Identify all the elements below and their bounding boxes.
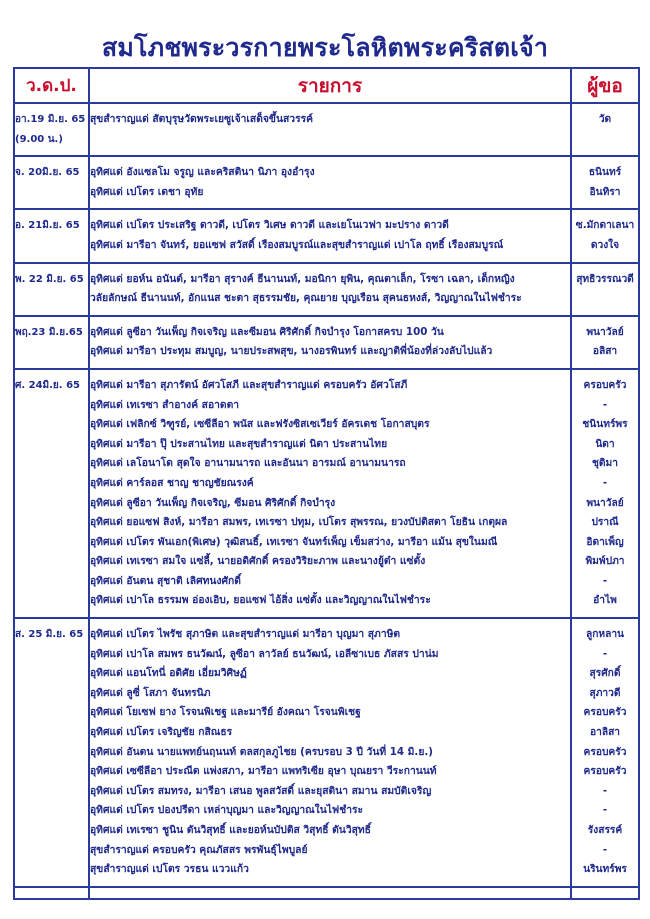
requester-cell-line: อิดาเพ็ญ xyxy=(586,536,624,548)
table-row xyxy=(14,209,639,262)
empty-cell xyxy=(89,887,571,899)
requester-cell xyxy=(571,316,639,369)
requester-cell xyxy=(571,103,639,156)
requester-cell-line: อินทิรา xyxy=(589,186,621,198)
intention-cell-line: อุทิศแด่ อังแซลโม จรูญ และคริสตินา นิภา อุงอำรุง xyxy=(90,166,315,179)
intention-cell-line: อุทิศแด่ มารีอา จันทร์, ยอแซฟ สวัสดิ์ เรืองสมบูรณ์และสุขสำราญแด่ เปาโล ฤทธิ์ เรืองสมบูรณ์ xyxy=(90,238,504,251)
requester-cell xyxy=(571,263,639,316)
intention-cell-line: อุทิศแด่ เลโอนาโด สุดใจ อานามนารถ และอันนา อารมณ์ อานามนารถ xyxy=(90,457,406,470)
requester-cell-line: - xyxy=(602,844,608,856)
requester-cell-line: - xyxy=(602,648,608,660)
intention-cell-line: อุทิศแด่ เทเรซา ชูนิน ตันวิสุทธิ์ และยอห์นบัปติส วิสุทธิ์ ตันวิสุทธิ์ xyxy=(90,824,371,836)
requester-cell-line: สุรศักดิ์ xyxy=(589,668,621,680)
requester-cell-line: ซ.มักดาเลนา xyxy=(575,220,635,232)
requester-cell-line: พิมพ์ปภา xyxy=(585,556,625,568)
intention-cell-line: อุทิศแด่ มารีอา ปุ๊ ประสานไทย และสุขสำราญแด่ นิดา ประสานไทย xyxy=(90,437,388,450)
date-cell xyxy=(14,618,89,887)
requester-cell-line: สุทธิวรรณวดี xyxy=(576,273,634,285)
intention-cell-line: อุทิศแด่ อันตน นายแพทย์นฤนนท์ ตลสกุลภูไชย (ครบรอบ 3 ปี วันที่ 14 มิ.ย.) xyxy=(90,745,433,758)
requester-cell-line: ลูกหลาน xyxy=(585,629,625,641)
table-header-row xyxy=(14,68,639,103)
date-cell-line: (9.00 น.) xyxy=(15,133,63,145)
requester-cell-line: ธนินทร์ xyxy=(588,167,622,179)
date-cell-line: ศ. 24มิ.ย. 65 xyxy=(15,379,80,391)
requester-cell-line: ชนินทร์พร xyxy=(582,419,628,431)
intention-cell xyxy=(89,263,571,316)
date-cell-line: ส. 25 มิ.ย. 65 xyxy=(15,629,84,641)
date-cell-line: พฤ.23 มิ.ย.65 xyxy=(15,326,83,338)
intention-cell-line: อุทิศแด่ เปโตร สมทรง, มารีอา เสนอ พูลสวัสดิ์ และยุสตินา สมาน สมบัติเจริญ xyxy=(90,784,432,797)
requester-cell-line: อาลิสา xyxy=(589,727,621,739)
intention-cell xyxy=(89,156,571,209)
intention-cell xyxy=(89,316,571,369)
requester-cell-line: ชุติมา xyxy=(592,458,618,470)
intention-cell xyxy=(89,209,571,262)
requester-cell-line: - xyxy=(602,805,608,817)
header-items: รายการ xyxy=(89,68,571,103)
intention-cell-line: อุทิศแด่ แอนโทนี่ อดิศัย เอี่ยมวิศิษฏ์ xyxy=(90,667,247,680)
date-cell-line: พ. 22 มิ.ย. 65 xyxy=(15,273,84,285)
requester-cell-line: พนาวัลย์ xyxy=(586,497,624,509)
intention-cell xyxy=(89,618,571,887)
intention-cell-line: อุทิศแด่ เปาโล สมพร ธนวัฒน์, ลูซีอา ลาวัลย์ ธนวัฒน์, เอลีซาเบธ ภัสสร ปาน่ม xyxy=(90,647,439,660)
requester-cell-line: ครอบครัว xyxy=(583,766,627,778)
table-row xyxy=(14,618,639,887)
table-row xyxy=(14,103,639,156)
empty-cell xyxy=(571,887,639,899)
date-cell xyxy=(14,316,89,369)
intention-cell-line: วลัยลักษณ์ ธีนานนท์, อักแนส ชะตา สุธรรมชัย, คุณยาย บุญเรือน สุคนธหงส์, วิญญาณในไฟชำระ xyxy=(90,292,522,305)
date-cell xyxy=(14,369,89,618)
requester-cell-line: สุภาวดี xyxy=(589,687,621,699)
empty-cell xyxy=(14,887,89,899)
requester-cell xyxy=(571,618,639,887)
requester-cell-line: - xyxy=(602,399,608,411)
page-title: สมโภชพระวรกายพระโลหิตพระคริสตเจ้า xyxy=(101,33,549,62)
date-cell-line: จ. 20มิ.ย. 65 xyxy=(15,167,80,179)
date-cell xyxy=(14,156,89,209)
intention-cell-line: อุทิศแด่ อันตน สุชาติ เลิศทนงศักดิ์ xyxy=(90,574,241,587)
date-cell-line: อ. 21มิ.ย. 65 xyxy=(15,220,80,232)
intention-cell-line: อุทิศแด่ มารีอา สุภารัตน์ อัศวโสภี และสุขสำราญแด่ ครอบครัว อัศวโสภี xyxy=(90,378,408,391)
intention-cell-line: อุทิศแด่ คาร์ลอส ชาญ ชาญชัยณรงค์ xyxy=(90,476,254,489)
requester-cell-line: นรินทร์พร xyxy=(583,864,627,876)
intention-cell xyxy=(89,369,571,618)
header-date: ว.ด.ป. xyxy=(14,68,89,103)
intention-cell-line: อุทิศแด่ โยเซฟ ยาง โรจนพิเชฐ และมารีย์ อังคณา โรจนพิเชฐ xyxy=(90,706,361,719)
intention-cell-line: อุทิศแด่ เซซีลีอา ประณีต แพ่งสภา, มารีอา แพทริเซีย อุษา บุณยรา วีระกานนท์ xyxy=(90,765,437,778)
intention-cell-line: อุทิศแด่ เปาโล ธรรมพ อ่องเอิบ, ยอแซฟ ไอ้สิ่ง แซ่ตั้ง และวิญญาณในไฟชำระ xyxy=(90,594,431,607)
table-row xyxy=(14,316,639,369)
intention-cell-line: อุทิศแด่ เปโตร เจริญชัย กสิณธร xyxy=(90,726,233,739)
intention-cell xyxy=(89,103,571,156)
table-row xyxy=(14,263,639,316)
date-cell xyxy=(14,209,89,262)
date-cell xyxy=(14,263,89,316)
intention-cell-line: อุทิศแด่ ยอห์น อนันต์, มารีอา สุรางค์ ธีนานนท์, มอนิกา ยุพิน, คุณตาเล็ก, โรซา เฉลา, เด็กหญิง xyxy=(90,272,515,285)
requester-cell-line: อำไพ xyxy=(593,595,617,607)
intention-cell-line: อุทิศแด่ ลูซีอา วันเพ็ญ กิจเจริญ, ซีมอน ศิริศักดิ์ กิจบำรุง xyxy=(90,496,336,509)
requester-cell-line: รังสรรค์ xyxy=(587,825,623,836)
intention-cell-line: อุทิศแด่ ลูซี่ โสภา จันทรนิภ xyxy=(90,686,211,699)
table-row xyxy=(14,156,639,209)
intention-cell-line: อุทิศแด่ ลูซีอา วันเพ็ญ กิจเจริญ และซีมอน ศิริศักดิ์ กิจบำรุง โอกาสครบ 100 วัน xyxy=(90,325,444,338)
requester-cell-line: ครอบครัว xyxy=(583,707,627,719)
intention-cell-line: อุทิศแด่ เปโตร ปองปรีดา เหล่าบุญมา และวิญญาณในไฟชำระ xyxy=(90,804,364,817)
requester-cell-line: ดวงใจ xyxy=(590,239,620,251)
requester-cell-line: พนาวัลย์ xyxy=(586,326,624,338)
table-row xyxy=(14,369,639,618)
intention-cell-line: สุขสำราญแด่ ครอบครัว คุณภัสสร พรพันธุ์ไพบูลย์ xyxy=(90,843,308,856)
requester-cell-line: นิดา xyxy=(595,438,615,450)
date-cell xyxy=(14,103,89,156)
requester-cell xyxy=(571,156,639,209)
requester-cell-line: - xyxy=(602,575,608,587)
date-cell-line: อา.19 มิ.ย. 65 xyxy=(15,114,86,125)
intention-cell-line: อุทิศแด่ ยอแซฟ สิงห์, มารีอา สมพร, เทเรซา ปทุม, เปโตร สุพรรณ, ยวงบัปติสตา โยธิน เกตุผล xyxy=(90,516,508,529)
intention-cell-line: อุทิศแด่ เทเรซา สมใจ แซ่ลี้, นายอดิศักดิ์ ครองวิริยะภาพ และนางยู้ต๋า แซ่ตั้ง xyxy=(90,555,426,568)
intention-cell-line: อุทิศแด่ เปโตร ประเสริฐ ดาวดี, เปโตร วิเศษ ดาวดี และเยโนเวฟา มะปราง ดาวดี xyxy=(90,219,449,232)
header-requester: ผู้ขอ xyxy=(571,68,639,103)
requester-cell-line: ครอบครัว xyxy=(583,379,627,391)
requester-cell-line: ปราณี xyxy=(591,517,619,529)
requester-cell-line: วัด xyxy=(598,114,612,125)
intention-table xyxy=(13,67,640,900)
intention-cell-line: สุขสำราญแด่ สัตบุรุษวัดพระเยซูเจ้าเสด็จขึ้นสวรรค์ xyxy=(90,113,314,125)
intention-cell-line: อุทิศแด่ เปโตร เดชา อุทัย xyxy=(90,185,204,198)
intention-cell-line: สุขสำราญแด่ เปโตร วรธน แววแก้ว xyxy=(90,863,249,876)
requester-cell xyxy=(571,369,639,618)
requester-cell-line: อลิสา xyxy=(592,346,618,358)
intention-cell-line: อุทิศแด่ เทเรซา สำอางค์ สอาดตา xyxy=(90,398,240,411)
requester-cell-line: - xyxy=(602,785,608,797)
intention-cell-line: อุทิศแด่ มารีอา ประทุม สมบูญ, นายประสพสุข, นางอรพินทร์ และญาติพี่น้องที่ล่วงลับไปแล้ว xyxy=(90,345,493,358)
intention-cell-line: อุทิศแด่ เปโตร พันเอก(พิเศษ) วุฒิสนธิ์, เทเรซา จันทร์เพ็ญ เข็มสว่าง, มารีอา แม้น สุขในมณี xyxy=(90,535,498,548)
empty-row xyxy=(14,887,639,899)
requester-cell-line: ครอบครัว xyxy=(583,746,627,758)
requester-cell-line: - xyxy=(602,477,608,489)
intention-cell-line: อุทิศแด่ เปโตร ไพรัช สุภาษิต และสุขสำราญแด่ มารีอา บุญมา สุภาษิต xyxy=(90,628,401,641)
intention-cell-line: อุทิศแด่ เฟลิกซ์ วิฑูรย์, เซซีลีอา พนัส และฟรังซิสเซเวียร์ อัครเดช โอกาสบุตร xyxy=(90,418,430,431)
requester-cell xyxy=(571,209,639,262)
